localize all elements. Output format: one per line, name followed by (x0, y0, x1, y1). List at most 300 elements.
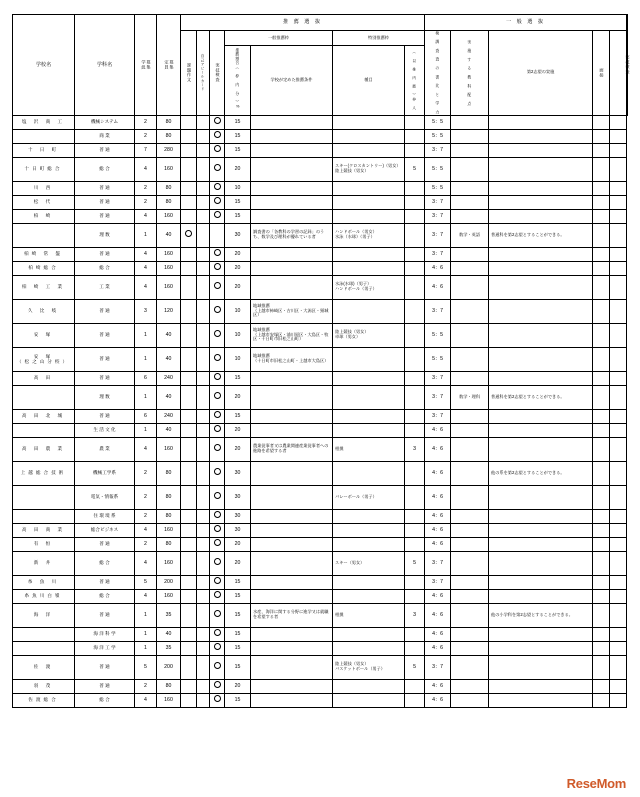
cell-conditions (251, 195, 333, 209)
cell-school: 高 田 商 業 (13, 523, 75, 537)
cell-school: 海 洋 (13, 603, 75, 627)
header-course: 学科名 (75, 15, 135, 116)
cell-ratio: 15 (225, 195, 251, 209)
cell-weighted (451, 523, 489, 537)
cell-weighted (451, 537, 489, 551)
cell-special-kind: 陸上競技（男女） バスケットボール（男子） (333, 655, 405, 679)
cell-interview (593, 195, 610, 209)
cell-essay (181, 523, 197, 537)
cell-essay (181, 693, 197, 707)
cell-capacity-num: 160 (157, 261, 181, 275)
cell-self-pr-card (197, 299, 210, 323)
table-row (13, 347, 628, 371)
cell-second-choice: 他の小学科を第2志望とすることができる。 (489, 603, 593, 627)
cell-self-pr-card (197, 347, 210, 371)
cell-second-choice (489, 437, 593, 461)
cell-exam-ratio: 5：5 (425, 323, 451, 347)
cell-exam-ratio: 4：6 (425, 275, 451, 299)
cell-capacity-class: 4 (135, 209, 157, 223)
cell-special-num (405, 209, 425, 223)
cell-essay (181, 509, 197, 523)
cell-skill-test-2 (610, 129, 627, 143)
cell-ratio: 20 (225, 537, 251, 551)
cell-ratio: 15 (225, 209, 251, 223)
cell-course: 総 合 (75, 589, 135, 603)
cell-course: 総 合 (75, 551, 135, 575)
cell-skill-test-2 (610, 509, 627, 523)
cell-skill-test-2 (610, 195, 627, 209)
cell-second-choice (489, 655, 593, 679)
cell-school: 糸魚川白嶺 (13, 589, 75, 603)
cell-special-num (405, 247, 425, 261)
header-capacity-num: 募集 定員 (157, 15, 181, 116)
cell-interview (593, 143, 610, 157)
cell-skill-test-2 (610, 347, 627, 371)
cell-essay (181, 485, 197, 509)
cell-capacity-class: 1 (135, 323, 157, 347)
cell-course: 普 通 (75, 195, 135, 209)
cell-capacity-num: 40 (157, 627, 181, 641)
cell-interview (593, 247, 610, 261)
cell-ratio: 15 (225, 627, 251, 641)
cell-special-kind (333, 627, 405, 641)
cell-self-pr-card (197, 247, 210, 261)
cell-second-choice (489, 575, 593, 589)
header-exam-ratio: 検 調 査 査 の 書 比 と 学 力 (425, 31, 451, 116)
cell-special-num (405, 641, 425, 655)
header-essay: 課題作文 (181, 31, 197, 116)
cell-weighted (451, 275, 489, 299)
cell-self-pr-card (197, 655, 210, 679)
cell-school: 高 田 農 業 (13, 437, 75, 461)
table-row (13, 195, 628, 209)
cell-ratio: 20 (225, 385, 251, 409)
cell-special-kind (333, 523, 405, 537)
table-row (13, 423, 628, 437)
cell-interview (593, 627, 610, 641)
table-row (13, 523, 628, 537)
cell-special-kind: スキー（男女） (333, 551, 405, 575)
cell-special-kind (333, 589, 405, 603)
cell-interview (593, 641, 610, 655)
cell-interview (593, 157, 610, 181)
cell-capacity-num: 160 (157, 437, 181, 461)
cell-self-pr-card (197, 223, 210, 247)
cell-special-num (405, 347, 425, 371)
cell-school (13, 423, 75, 437)
cell-exam-ratio: 4：6 (425, 589, 451, 603)
cell-self-pr-card (197, 181, 210, 195)
cell-self-pr-card (197, 641, 210, 655)
cell-skill-test (210, 461, 225, 485)
cell-self-pr-card (197, 323, 210, 347)
cell-second-choice (489, 261, 593, 275)
cell-second-choice (489, 523, 593, 537)
cell-ratio: 15 (225, 575, 251, 589)
cell-essay (181, 409, 197, 423)
cell-exam-ratio: 3：7 (425, 371, 451, 385)
table-row (13, 223, 628, 247)
cell-skill-test (210, 275, 225, 299)
header-row-1 (13, 15, 628, 31)
cell-course: 商 業 (75, 129, 135, 143)
table-row (13, 371, 628, 385)
table-row (13, 129, 628, 143)
cell-skill-test (210, 347, 225, 371)
cell-capacity-num: 240 (157, 409, 181, 423)
header-skill-test: 実技検査 (210, 31, 225, 116)
cell-school: 松 代 (13, 195, 75, 209)
cell-special-kind (333, 261, 405, 275)
cell-skill-test-2 (610, 247, 627, 261)
cell-course: 普 通 (75, 347, 135, 371)
cell-skill-test-2 (610, 261, 627, 275)
cell-exam-ratio: 5：5 (425, 129, 451, 143)
cell-self-pr-card (197, 603, 210, 627)
cell-weighted (451, 589, 489, 603)
cell-skill-test (210, 143, 225, 157)
cell-capacity-class: 2 (135, 115, 157, 129)
table-row (13, 437, 628, 461)
cell-school: 十日町総合 (13, 157, 75, 181)
cell-course: 住 環 境 系 (75, 509, 135, 523)
table-row (13, 485, 628, 509)
cell-course: 普 通 (75, 247, 135, 261)
cell-conditions (251, 115, 333, 129)
cell-capacity-num: 80 (157, 115, 181, 129)
cell-ratio: 15 (225, 589, 251, 603)
cell-skill-test-2 (610, 115, 627, 129)
cell-ratio: 30 (225, 485, 251, 509)
cell-capacity-num: 80 (157, 485, 181, 509)
cell-skill-test-2 (610, 275, 627, 299)
cell-course: 機械システム (75, 115, 135, 129)
cell-exam-ratio: 3：7 (425, 575, 451, 589)
cell-capacity-num: 35 (157, 641, 181, 655)
cell-skill-test-2 (610, 641, 627, 655)
cell-ratio: 15 (225, 655, 251, 679)
cell-special-num (405, 679, 425, 693)
cell-capacity-class: 1 (135, 627, 157, 641)
cell-skill-test (210, 589, 225, 603)
cell-exam-ratio: 3：7 (425, 247, 451, 261)
cell-skill-test (210, 551, 225, 575)
cell-exam-ratio: 4：6 (425, 423, 451, 437)
cell-second-choice (489, 693, 593, 707)
cell-course: 普 通 (75, 409, 135, 423)
cell-skill-test (210, 129, 225, 143)
cell-course: 普 通 (75, 575, 135, 589)
cell-interview (593, 129, 610, 143)
cell-self-pr-card (197, 209, 210, 223)
cell-special-kind (333, 575, 405, 589)
cell-self-pr-card (197, 485, 210, 509)
cell-capacity-class: 7 (135, 143, 157, 157)
cell-skill-test-2 (610, 437, 627, 461)
cell-capacity-num: 160 (157, 693, 181, 707)
header-school: 学校名 (13, 15, 75, 116)
cell-school (13, 641, 75, 655)
cell-school: 久 比 岐 (13, 299, 75, 323)
cell-capacity-num: 80 (157, 679, 181, 693)
cell-special-num (405, 509, 425, 523)
cell-essay (181, 575, 197, 589)
table-row (13, 115, 628, 129)
cell-capacity-num: 80 (157, 181, 181, 195)
cell-capacity-class: 4 (135, 247, 157, 261)
cell-second-choice (489, 509, 593, 523)
cell-capacity-num: 200 (157, 655, 181, 679)
cell-second-choice (489, 299, 593, 323)
cell-skill-test-2 (610, 385, 627, 409)
cell-special-kind (333, 509, 405, 523)
cell-school (13, 385, 75, 409)
cell-school: 佐渡総合 (13, 693, 75, 707)
cell-skill-test-2 (610, 693, 627, 707)
header-interview-1: 面接 (593, 31, 610, 116)
cell-capacity-num: 160 (157, 247, 181, 261)
cell-essay (181, 385, 197, 409)
table-row (13, 509, 628, 523)
cell-skill-test (210, 371, 225, 385)
cell-skill-test (210, 575, 225, 589)
cell-capacity-num: 120 (157, 299, 181, 323)
cell-conditions (251, 575, 333, 589)
watermark: ReseMom (566, 776, 626, 791)
cell-course: 普 通 (75, 181, 135, 195)
cell-special-num (405, 223, 425, 247)
cell-interview (593, 115, 610, 129)
cell-ratio: 15 (225, 641, 251, 655)
cell-skill-test-2 (610, 299, 627, 323)
cell-exam-ratio: 4：6 (425, 261, 451, 275)
cell-capacity-class: 5 (135, 655, 157, 679)
cell-second-choice (489, 551, 593, 575)
cell-school: 有 恒 (13, 537, 75, 551)
cell-capacity-class: 1 (135, 641, 157, 655)
cell-special-kind: バレーボール（男子） (333, 485, 405, 509)
cell-self-pr-card (197, 437, 210, 461)
header-interview-2: 実技検査 (625, 55, 631, 75)
cell-special-kind: 水泳(水球)（男子） ハンドボール（男子） (333, 275, 405, 299)
cell-weighted (451, 299, 489, 323)
cell-conditions (251, 509, 333, 523)
cell-capacity-class: 2 (135, 485, 157, 509)
cell-course: 理 数 (75, 385, 135, 409)
cell-skill-test-2 (610, 409, 627, 423)
cell-skill-test-2 (610, 537, 627, 551)
cell-skill-test-2 (610, 143, 627, 157)
cell-interview (593, 275, 610, 299)
cell-capacity-num: 40 (157, 223, 181, 247)
cell-skill-test-2 (610, 423, 627, 437)
cell-special-num (405, 275, 425, 299)
cell-special-kind: 陸上競技（男女） 卓球（男女） (333, 323, 405, 347)
cell-exam-ratio: 3：7 (425, 223, 451, 247)
cell-second-choice (489, 157, 593, 181)
cell-self-pr-card (197, 115, 210, 129)
cell-conditions (251, 641, 333, 655)
cell-skill-test-2 (610, 589, 627, 603)
cell-second-choice (489, 115, 593, 129)
cell-skill-test (210, 385, 225, 409)
header-school-conditions: 学校が定めた推薦条件 (251, 46, 333, 115)
cell-ratio: 20 (225, 275, 251, 299)
cell-capacity-num: 160 (157, 275, 181, 299)
cell-course: 総 合 (75, 157, 135, 181)
cell-special-kind (333, 181, 405, 195)
cell-essay (181, 603, 197, 627)
cell-skill-test-2 (610, 209, 627, 223)
cell-interview (593, 461, 610, 485)
cell-exam-ratio: 4：6 (425, 679, 451, 693)
cell-school: 柏崎総合 (13, 261, 75, 275)
cell-second-choice: 他の系を第2志望とすることができる。 (489, 461, 593, 485)
cell-essay (181, 655, 197, 679)
cell-weighted (451, 143, 489, 157)
cell-exam-ratio: 5：5 (425, 157, 451, 181)
cell-self-pr-card (197, 157, 210, 181)
cell-essay (181, 537, 197, 551)
cell-skill-test (210, 409, 225, 423)
cell-essay (181, 223, 197, 247)
cell-conditions: 地域推薦 （十日町市旧松之山町・上越市大島区） (251, 347, 333, 371)
cell-capacity-num: 280 (157, 143, 181, 157)
cell-capacity-class: 1 (135, 423, 157, 437)
cell-exam-ratio: 4：6 (425, 603, 451, 627)
cell-second-choice (489, 423, 593, 437)
cell-special-num: 3 (405, 603, 425, 627)
cell-conditions (251, 157, 333, 181)
cell-conditions (251, 423, 333, 437)
cell-course: 海 洋 科 学 (75, 627, 135, 641)
cell-conditions (251, 627, 333, 641)
cell-school: 塩 沢 商 工 (13, 115, 75, 129)
cell-exam-ratio: 5：5 (425, 115, 451, 129)
cell-skill-test-2 (610, 157, 627, 181)
cell-special-kind (333, 461, 405, 485)
cell-skill-test (210, 223, 225, 247)
table-row (13, 323, 628, 347)
cell-essay (181, 679, 197, 693)
cell-skill-test (210, 679, 225, 693)
cell-course: 普 通 (75, 679, 135, 693)
cell-second-choice: 普通科を第2志望とすることができる。 (489, 223, 593, 247)
cell-school (13, 485, 75, 509)
cell-essay (181, 371, 197, 385)
cell-capacity-num: 160 (157, 551, 181, 575)
cell-self-pr-card (197, 275, 210, 299)
cell-skill-test (210, 247, 225, 261)
cell-essay (181, 461, 197, 485)
cell-second-choice (489, 209, 593, 223)
cell-capacity-class: 4 (135, 275, 157, 299)
cell-special-num (405, 181, 425, 195)
cell-second-choice (489, 679, 593, 693)
cell-capacity-class: 4 (135, 157, 157, 181)
cell-capacity-class: 4 (135, 523, 157, 537)
header-group-general: 一 般 選 抜 (425, 15, 627, 31)
cell-course: 普 通 (75, 371, 135, 385)
cell-interview (593, 693, 610, 707)
cell-special-kind (333, 299, 405, 323)
cell-conditions (251, 409, 333, 423)
cell-second-choice (489, 247, 593, 261)
cell-conditions: 農業従事者又は農業関連産業従事者への進路を希望する者 (251, 437, 333, 461)
cell-ratio: 20 (225, 679, 251, 693)
cell-weighted (451, 181, 489, 195)
cell-special-num (405, 693, 425, 707)
table-row (13, 247, 628, 261)
cell-special-kind (333, 129, 405, 143)
cell-capacity-class: 1 (135, 603, 157, 627)
cell-capacity-num: 160 (157, 209, 181, 223)
table-row (13, 409, 628, 423)
cell-ratio: 20 (225, 423, 251, 437)
cell-capacity-class: 2 (135, 181, 157, 195)
cell-exam-ratio: 3：7 (425, 409, 451, 423)
cell-special-kind (333, 371, 405, 385)
cell-weighted (451, 627, 489, 641)
cell-conditions (251, 129, 333, 143)
cell-conditions: 調査書の「各教科の学習の記録」のうち、数学及び理科が優れている者 (251, 223, 333, 247)
cell-special-kind: ハンドボール（男女） 水泳（水球）（男子） (333, 223, 405, 247)
cell-special-kind: スキー(クロスカントリー)（男女） 陸上競技（男女） (333, 157, 405, 181)
cell-exam-ratio: 3：7 (425, 551, 451, 575)
cell-interview (593, 655, 610, 679)
cell-course: 生 活 文 化 (75, 423, 135, 437)
cell-conditions (251, 371, 333, 385)
table-row (13, 603, 628, 627)
cell-self-pr-card (197, 551, 210, 575)
cell-course: 普 通 (75, 323, 135, 347)
cell-weighted (451, 261, 489, 275)
header-ratio-in-frame: 推薦割合（ 枠 内 分 ）% (225, 46, 251, 115)
cell-skill-test (210, 537, 225, 551)
cell-ratio: 10 (225, 299, 251, 323)
cell-weighted (451, 129, 489, 143)
cell-weighted (451, 323, 489, 347)
cell-self-pr-card (197, 509, 210, 523)
cell-weighted (451, 115, 489, 129)
cell-conditions: 地域推薦 （上越市柿崎区・吉川区・大潟区・頸城区） (251, 299, 333, 323)
cell-skill-test (210, 641, 225, 655)
header-second-choice: 第2志望の実施 (489, 31, 593, 116)
header-general-frame: 一般推薦枠 (225, 31, 333, 46)
cell-skill-test-2 (610, 223, 627, 247)
cell-skill-test (210, 323, 225, 347)
table-row (13, 693, 628, 707)
cell-capacity-class: 1 (135, 385, 157, 409)
cell-exam-ratio: 5：5 (425, 347, 451, 371)
cell-weighted (451, 195, 489, 209)
cell-skill-test-2 (610, 181, 627, 195)
cell-interview (593, 423, 610, 437)
cell-weighted (451, 679, 489, 693)
cell-skill-test (210, 485, 225, 509)
cell-special-kind (333, 693, 405, 707)
table-row (13, 551, 628, 575)
cell-essay (181, 261, 197, 275)
cell-capacity-class: 4 (135, 551, 157, 575)
cell-capacity-class: 4 (135, 693, 157, 707)
cell-self-pr-card (197, 143, 210, 157)
cell-interview (593, 575, 610, 589)
table-row (13, 385, 628, 409)
table-row (13, 679, 628, 693)
cell-essay (181, 423, 197, 437)
cell-conditions (251, 679, 333, 693)
